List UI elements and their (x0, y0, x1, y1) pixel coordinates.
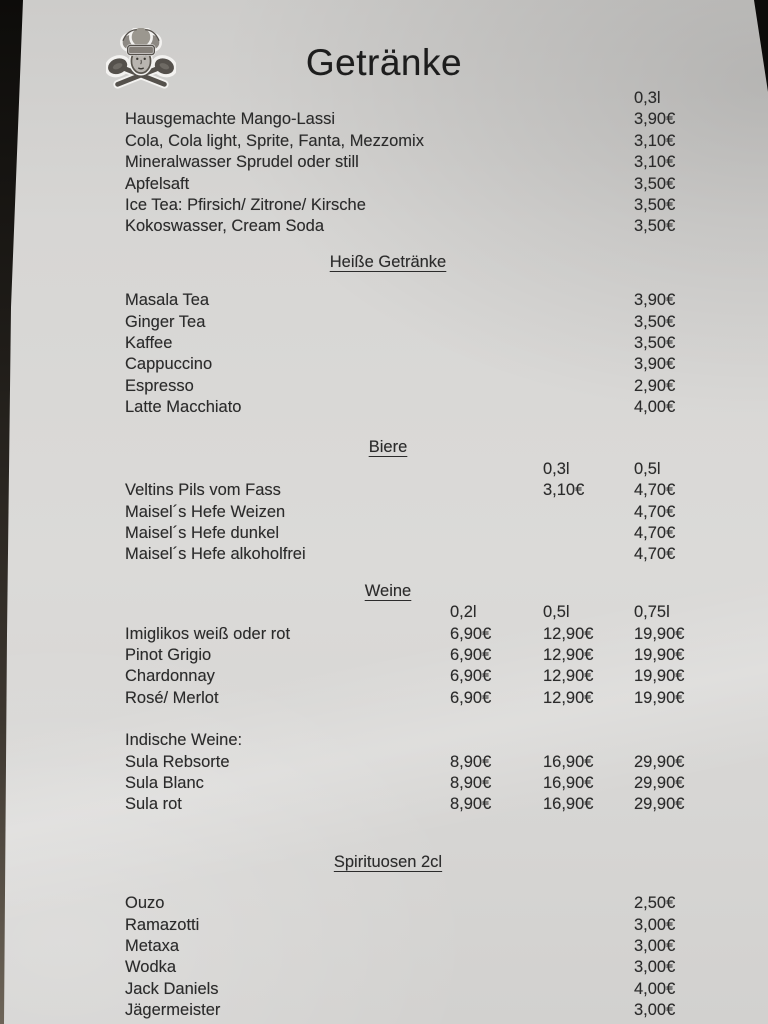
menu-header (0, 0, 768, 88)
item-name: Espresso (125, 376, 194, 395)
item-price: 3,00€ (634, 1001, 676, 1020)
menu-item-row (0, 752, 768, 773)
item-price: 4,70€ (634, 545, 676, 564)
item-name: Jack Daniels (125, 979, 219, 998)
volume-header: 0,3l (543, 459, 570, 478)
menu-item-row (0, 893, 768, 914)
item-price: 6,90€ (450, 624, 492, 643)
item-price: 19,90€ (634, 688, 685, 707)
item-name: Ice Tea: Pfirsich/ Zitrone/ Kirsche (125, 195, 366, 214)
menu-item-row (0, 290, 768, 311)
item-price: 16,90€ (543, 752, 594, 771)
item-name: Masala Tea (125, 291, 210, 310)
volume-header: 0,75l (634, 603, 670, 622)
subsection-label-row (0, 730, 768, 751)
item-price: 4,00€ (634, 979, 676, 998)
item-price: 6,90€ (450, 667, 492, 686)
item-price: 4,70€ (634, 502, 676, 521)
item-name: Cappuccino (125, 355, 213, 374)
item-price: 29,90€ (634, 752, 685, 771)
item-price: 3,90€ (634, 291, 676, 310)
item-price: 8,90€ (450, 795, 492, 814)
menu-item-row (0, 502, 768, 523)
item-price: 3,50€ (634, 174, 676, 193)
menu-item-row (0, 354, 768, 375)
volume-header: 0,5l (543, 603, 570, 622)
item-price: 3,50€ (634, 195, 676, 214)
item-price: 6,90€ (450, 688, 492, 707)
menu-item-row (0, 131, 768, 152)
item-price: 3,10€ (634, 131, 676, 150)
item-price: 2,50€ (634, 894, 676, 913)
item-price: 29,90€ (634, 795, 685, 814)
section-heading: Biere (368, 438, 408, 457)
item-price: 12,90€ (543, 688, 594, 707)
menu-item-row (0, 1000, 768, 1021)
menu-item-row (0, 195, 768, 216)
item-price: 3,50€ (634, 217, 676, 236)
item-name: Ginger Tea (125, 312, 206, 331)
item-name: Maisel´s Hefe Weizen (125, 502, 286, 521)
item-name: Sula Blanc (125, 773, 204, 792)
item-price: 8,90€ (450, 773, 492, 792)
volume-header: 0,3l (634, 89, 661, 107)
menu-item-row (0, 688, 768, 709)
section-heading: Spirituosen 2cl (333, 852, 443, 871)
item-name: Jägermeister (125, 1001, 221, 1020)
subsection-label: Indische Weine: (125, 731, 243, 750)
item-price: 3,10€ (543, 481, 585, 500)
menu-item-row (0, 174, 768, 195)
section-heading: Heiße Getränke (329, 252, 447, 271)
menu-item-row (0, 936, 768, 957)
volume-header-row (0, 602, 768, 623)
item-price: 3,50€ (634, 333, 676, 352)
page-title: Getränke (305, 42, 463, 83)
item-name: Cola, Cola light, Sprite, Fanta, Mezzomix (125, 131, 424, 150)
item-name: Ouzo (125, 894, 165, 913)
volume-header-row (0, 88, 768, 109)
item-price: 2,90€ (634, 376, 676, 395)
menu-item-row (0, 312, 768, 333)
item-price: 4,70€ (634, 481, 676, 500)
volume-header: 0,5l (634, 459, 661, 478)
menu-item-row (0, 376, 768, 397)
section-heading-row (0, 581, 768, 602)
item-name: Latte Macchiato (125, 398, 242, 417)
item-price: 4,00€ (634, 398, 676, 417)
item-name: Hausgemachte Mango-Lassi (125, 110, 336, 129)
item-name: Maisel´s Hefe alkoholfrei (125, 545, 306, 564)
volume-header-row (0, 459, 768, 480)
item-name: Kokoswasser, Cream Soda (125, 217, 325, 236)
item-price: 3,90€ (634, 355, 676, 374)
item-price: 3,00€ (634, 915, 676, 934)
item-price: 3,90€ (634, 110, 676, 129)
section-heading-row (0, 437, 768, 458)
item-name: Sula rot (125, 795, 182, 814)
menu-item-row (0, 544, 768, 565)
item-name: Rosé/ Merlot (125, 688, 219, 707)
section-heading: Weine (364, 581, 412, 600)
item-price: 3,00€ (634, 936, 676, 955)
menu-item-row (0, 216, 768, 237)
menu-item-row (0, 333, 768, 354)
item-name: Maisel´s Hefe dunkel (125, 524, 280, 543)
menu-item-row (0, 523, 768, 544)
menu-item-row (0, 979, 768, 1000)
menu-item-row (0, 109, 768, 130)
item-price: 12,90€ (543, 645, 594, 664)
item-name: Kaffee (125, 333, 173, 352)
item-price: 12,90€ (543, 624, 594, 643)
menu-item-row (0, 397, 768, 418)
menu-item-row (0, 645, 768, 666)
volume-header: 0,2l (450, 603, 477, 622)
menu-item-row (0, 773, 768, 794)
item-name: Mineralwasser Sprudel oder still (125, 153, 359, 172)
item-name: Imiglikos weiß oder rot (125, 624, 291, 643)
item-price: 16,90€ (543, 773, 594, 792)
item-price: 16,90€ (543, 795, 594, 814)
item-name: Wodka (125, 958, 177, 977)
menu-item-row (0, 957, 768, 978)
menu-item-row (0, 666, 768, 687)
item-price: 19,90€ (634, 667, 685, 686)
item-name: Pinot Grigio (125, 645, 212, 664)
item-price: 19,90€ (634, 624, 685, 643)
item-price: 8,90€ (450, 752, 492, 771)
menu-item-row (0, 794, 768, 815)
item-price: 29,90€ (634, 773, 685, 792)
section-heading-row (0, 252, 768, 273)
item-name: Chardonnay (125, 667, 215, 686)
item-price: 19,90€ (634, 645, 685, 664)
section-heading-row (0, 852, 768, 873)
item-name: Metaxa (125, 936, 180, 955)
item-name: Sula Rebsorte (125, 752, 230, 771)
menu-item-row (0, 152, 768, 173)
item-price: 3,10€ (634, 153, 676, 172)
menu-item-row (0, 915, 768, 936)
menu-item-row (0, 624, 768, 645)
item-price: 3,50€ (634, 312, 676, 331)
menu-item-row (0, 480, 768, 501)
item-name: Veltins Pils vom Fass (125, 481, 281, 500)
item-price: 3,00€ (634, 958, 676, 977)
item-price: 6,90€ (450, 645, 492, 664)
item-name: Ramazotti (125, 915, 200, 934)
item-price: 12,90€ (543, 667, 594, 686)
item-price: 4,70€ (634, 524, 676, 543)
item-name: Apfelsaft (125, 174, 190, 193)
